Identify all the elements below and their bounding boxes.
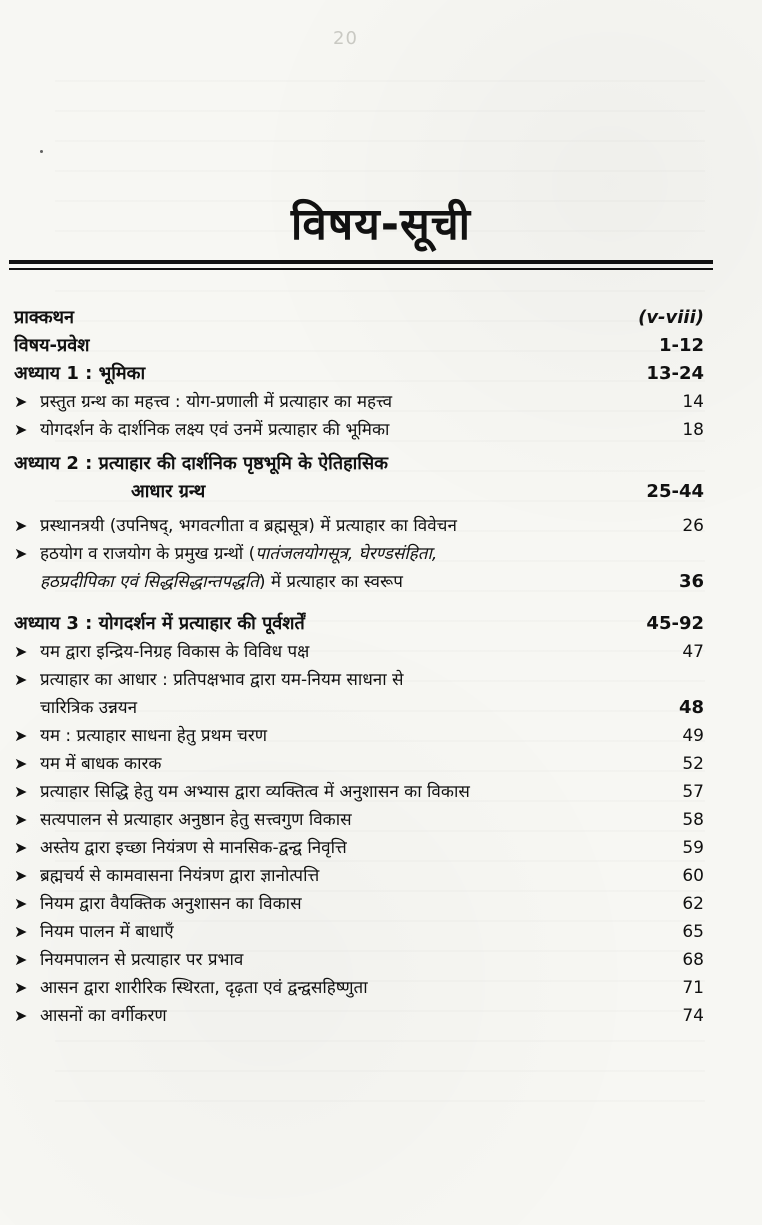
toc-item-page: 62 [682, 894, 704, 914]
toc-item-label: प्रस्तुत ग्रन्थ का महत्त्व : योग-प्रणाली में प्रत्याहार का महत्त्व [40, 392, 393, 412]
print-mark [40, 150, 43, 153]
toc-item-continuation [14, 568, 704, 596]
toc-item-label: सत्यपालन से प्रत्याहार अनुष्ठान हेतु सत्त्वगुण विकास [40, 810, 352, 830]
toc-item-page: 60 [682, 866, 704, 886]
toc-item-italic-title: हठप्रदीपिका एवं सिद्धसिद्धान्तपद्धति [40, 572, 259, 592]
toc-item-italic-title: पातंजलयोगसूत्र, घेरण्डसंहिता, [255, 544, 438, 564]
toc-page-ref: (v-viii) [638, 307, 704, 328]
toc-item-label: प्रत्याहार सिद्धि हेतु यम अभ्यास द्वारा व्यक्तित्व में अनुशासन का विकास [40, 782, 470, 802]
section-gap [14, 596, 704, 610]
toc-item-label: यम : प्रत्याहार साधना हेतु प्रथम चरण [40, 726, 268, 746]
toc-item-page: 71 [682, 978, 704, 998]
title-divider-thin [9, 268, 713, 270]
toc-item [14, 512, 704, 540]
toc-item [14, 638, 704, 666]
toc-label: प्राक्कथन [14, 307, 75, 328]
toc-item-page: 65 [682, 922, 704, 942]
toc-label: विषय-प्रवेश [14, 335, 90, 356]
toc-item-label: नियम पालन में बाधाएँ [40, 922, 174, 942]
toc-item [14, 416, 704, 444]
page-number: 20 [333, 28, 358, 49]
toc-item [14, 1002, 704, 1030]
toc-item-page: 48 [678, 697, 704, 718]
toc-label: अध्याय 2 : प्रत्याहार की दार्शनिक पृष्ठभूमि के ऐतिहासिक [14, 453, 388, 474]
toc-item-label: यम द्वारा इन्द्रिय-निग्रह विकास के विविध पक्ष [40, 642, 310, 662]
toc-item-page: 36 [678, 571, 704, 592]
toc-row-prakkathan [14, 304, 704, 332]
toc-label: अध्याय 1 : भूमिका [14, 363, 146, 384]
toc-item [14, 918, 704, 946]
toc-item-page: 14 [682, 392, 704, 412]
toc-item-page: 49 [682, 726, 704, 746]
toc-item-continuation [14, 694, 704, 722]
toc-page-ref: 25-44 [646, 481, 704, 502]
toc-item-page: 47 [682, 642, 704, 662]
toc-item-page: 52 [682, 754, 704, 774]
toc-item-page: 18 [682, 420, 704, 440]
toc-row-adhyay-2-line-1 [14, 450, 704, 478]
toc-item [14, 750, 704, 778]
toc-item-page: 59 [682, 838, 704, 858]
toc-row-adhyay-2-line-2 [14, 478, 704, 506]
toc-item-label: प्रत्याहार का आधार : प्रतिपक्षभाव द्वारा यम-नियम साधना से [40, 670, 404, 690]
toc-item-label: यम में बाधक कारक [40, 754, 162, 774]
toc-item-label: प्रस्थानत्रयी (उपनिषद्, भगवत्गीता व ब्रह्मसूत्र) में प्रत्याहार का विवेचन [40, 516, 457, 536]
toc-item [14, 834, 704, 862]
toc-item-page: 74 [682, 1006, 704, 1026]
toc-item [14, 722, 704, 750]
toc-page-ref: 45-92 [646, 613, 704, 634]
toc-item [14, 946, 704, 974]
toc-item-label-continuation: चारित्रिक उन्नयन [40, 698, 138, 718]
toc-item [14, 890, 704, 918]
toc-row-vishay-pravesh [14, 332, 704, 360]
toc-item [14, 806, 704, 834]
toc-item-label: आसन द्वारा शारीरिक स्थिरता, दृढ़ता एवं द्वन्द्वसहिष्णुता [40, 978, 368, 998]
toc-item [14, 974, 704, 1002]
toc-item-page: 26 [682, 516, 704, 536]
toc-page-ref: 1-12 [658, 335, 704, 356]
toc-item-page: 68 [682, 950, 704, 970]
toc-item [14, 388, 704, 416]
toc-item-page: 57 [682, 782, 704, 802]
toc-item-label: योगदर्शन के दार्शनिक लक्ष्य एवं उनमें प्रत्याहार की भूमिका [40, 420, 390, 440]
toc-item-suffix: ) में प्रत्याहार का स्वरूप [258, 572, 403, 592]
toc-item [14, 666, 704, 694]
toc-label-continuation: आधार ग्रन्थ [131, 481, 206, 502]
toc-item-prefix: हठयोग व राजयोग के प्रमुख ग्रन्थों ( [40, 544, 256, 564]
toc-item-label: ब्रह्मचर्य से कामवासना नियंत्रण द्वारा ज्ञानोत्पत्ति [40, 866, 320, 886]
title-divider-thick [9, 260, 713, 264]
toc-page-ref: 13-24 [646, 363, 704, 384]
toc-item [14, 862, 704, 890]
table-of-contents [14, 304, 704, 1030]
toc-item [14, 540, 704, 568]
toc-item [14, 778, 704, 806]
page-title: विषय-सूची [290, 199, 472, 250]
toc-row-adhyay-1 [14, 360, 704, 388]
toc-label: अध्याय 3 : योगदर्शन में प्रत्याहार की पूर्वशर्तें [14, 613, 305, 634]
toc-item-label: अस्तेय द्वारा इच्छा नियंत्रण से मानसिक-द्वन्द्व निवृत्ति [40, 838, 347, 858]
toc-item-label: नियम द्वारा वैयक्तिक अनुशासन का विकास [40, 894, 302, 914]
toc-item-label: नियमपालन से प्रत्याहार पर प्रभाव [40, 950, 244, 970]
toc-item-label: आसनों का वर्गीकरण [40, 1006, 167, 1026]
toc-row-adhyay-3 [14, 610, 704, 638]
toc-item-page: 58 [682, 810, 704, 830]
